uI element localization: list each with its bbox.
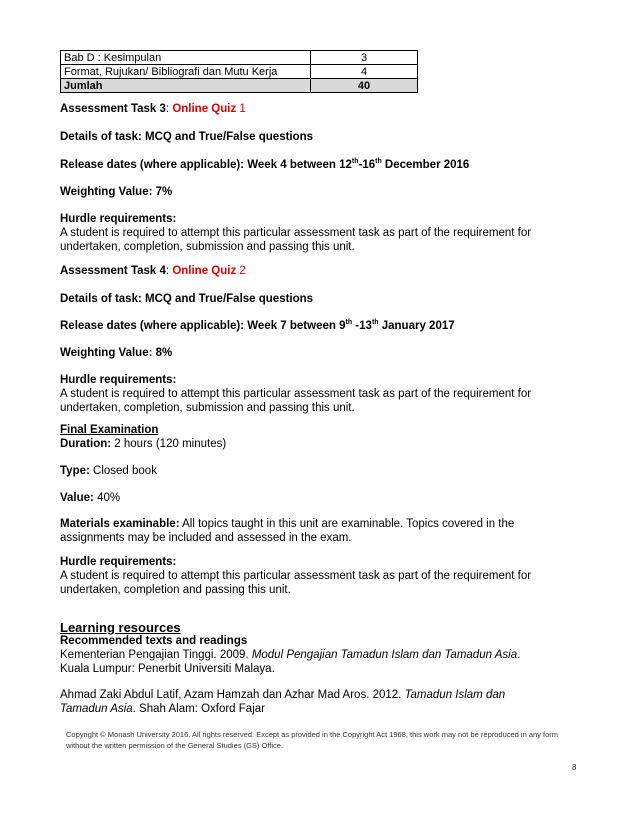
reference-2: Ahmad Zaki Abdul Latif, Azam Hamzah dan Azhar Mad Aros. 2012. Tamadun Islam dan — [60, 689, 506, 701]
reference-1: Kementerian Pengajian Tinggi. 2009. Modul Pengajian Tamadun Islam dan Tamadun Asia. — [60, 649, 521, 661]
task3-release-dates: Release dates (where applicable): Week 4 between 12th-16th December 2016 — [60, 158, 470, 171]
task4-release-dates: Release dates (where applicable): Week 7 between 9th -13th January 2017 — [60, 319, 455, 332]
exam-hurdle-text: undertaken, completion and passing this unit. — [60, 584, 291, 596]
exam-hurdle-text: A student is required to attempt this particular assessment task as part of the requirement for — [60, 570, 532, 582]
exam-materials: Materials examinable: All topics taught in this unit are examinable. Topics covered in the — [60, 518, 515, 530]
task4-hurdle-text: undertaken, completion, submission and passing this unit. — [60, 402, 355, 414]
reference-2-continued: Tamadun Asia. Shah Alam: Oxford Fajar — [60, 703, 265, 715]
exam-type: Type: Closed book — [60, 465, 157, 477]
task4-weighting: Weighting Value: 8% — [60, 347, 173, 359]
task4-details: Details of task: MCQ and True/False questions — [60, 293, 314, 305]
reference-1-publisher: Kuala Lumpur: Penerbit Universiti Malaya. — [60, 663, 275, 675]
task4-heading: Assessment Task 4: Online Quiz 2 — [60, 265, 246, 277]
table-row-total — [61, 79, 418, 93]
task3-details: Details of task: MCQ and True/False questions — [60, 131, 314, 143]
table-cell-item: Bab D : Kesimpulan — [61, 51, 311, 65]
exam-materials-text: assignments may be included and assessed in the exam. — [60, 532, 352, 544]
task4-hurdle-title: Hurdle requirements: — [60, 374, 177, 386]
exam-duration: Duration: 2 hours (120 minutes) — [60, 438, 227, 450]
copyright-notice: Copyright © Monash University 2016. All rights reserved. Except as provided in the Copyright Act 1968, this work may not be reproduced in any form — [66, 730, 559, 739]
task3-hurdle-text: undertaken, completion, submission and passing this unit. — [60, 241, 355, 253]
table-cell-item: Format, Rujukan/ Bibliografi dan Mutu Kerja — [61, 65, 311, 79]
exam-hurdle-title: Hurdle requirements: — [60, 556, 177, 568]
grading-table — [60, 50, 418, 93]
resources-subtitle: Recommended texts and readings — [60, 635, 248, 647]
task4-hurdle-text: A student is required to attempt this particular assessment task as part of the requirement for — [60, 388, 532, 400]
task3-heading: Assessment Task 3: Online Quiz 1 — [60, 103, 246, 115]
table-cell-item: Jumlah — [61, 79, 311, 93]
task3-hurdle-text: A student is required to attempt this particular assessment task as part of the requirement for — [60, 227, 532, 239]
resources-title: Learning resources — [60, 620, 181, 635]
page-number: 8 — [572, 763, 577, 772]
table-cell-score: 4 — [311, 65, 418, 79]
table-cell-score: 3 — [311, 51, 418, 65]
table-row — [61, 65, 418, 79]
exam-value: Value: 40% — [60, 492, 121, 504]
task3-weighting: Weighting Value: 7% — [60, 186, 173, 198]
exam-title: Final Examination — [60, 424, 159, 436]
task3-hurdle-title: Hurdle requirements: — [60, 213, 177, 225]
copyright-notice-continued: without the written permission of the General Studies (GS) Office. — [66, 741, 284, 750]
table-row — [61, 51, 418, 65]
table-cell-score: 40 — [311, 79, 418, 93]
